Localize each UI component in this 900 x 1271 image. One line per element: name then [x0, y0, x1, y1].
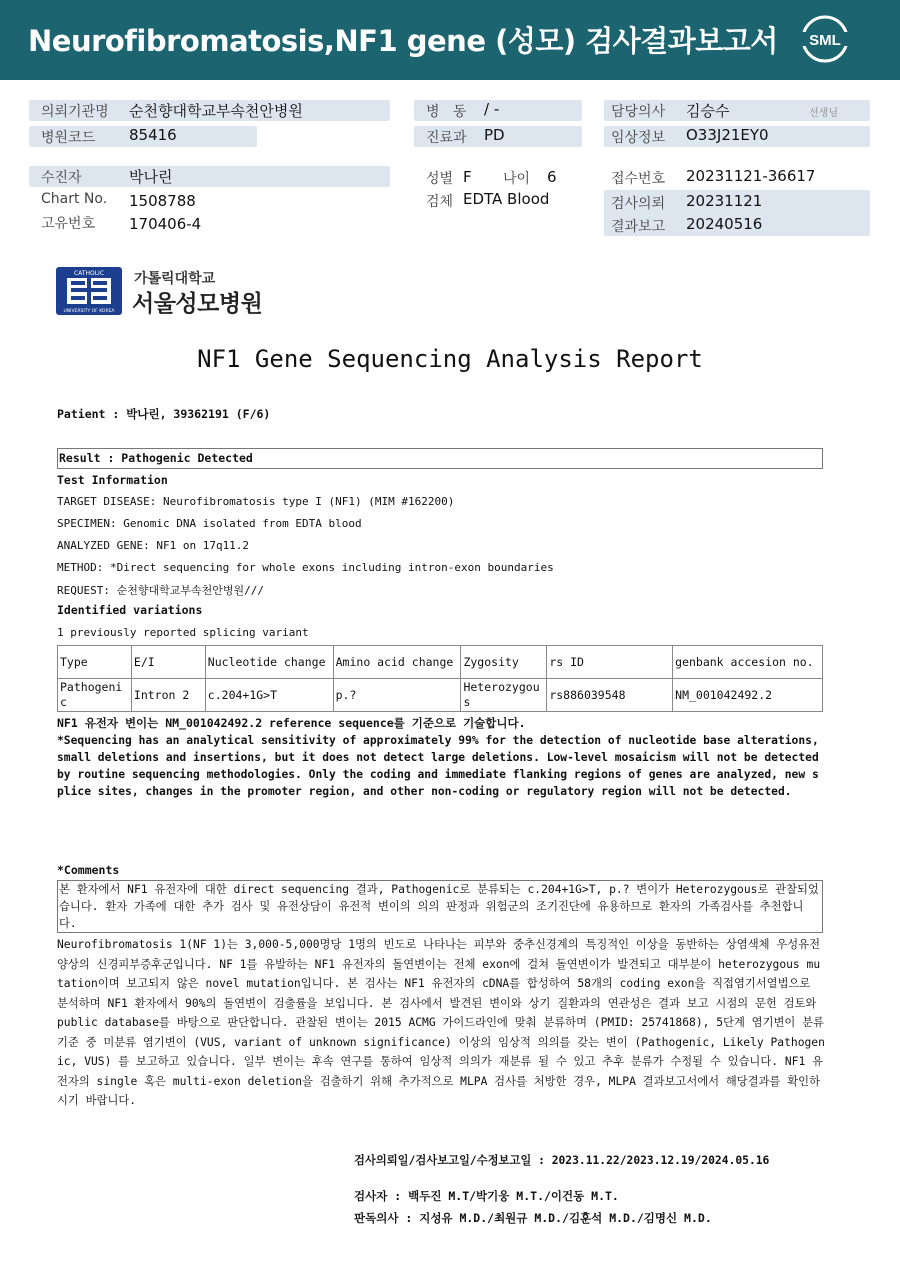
hospital-emblem-icon [55, 266, 123, 316]
doctors-line: 판독의사 : 지성유 M.D./최원규 M.D./김훈석 M.D./김명신 M.D. [354, 1211, 712, 1225]
request-line: REQUEST: 순천향대학교부속천안병원/// [57, 584, 264, 597]
emblem-line1: CATHOLIC [73, 270, 105, 277]
table-cell: rs886039548 [547, 679, 673, 712]
table-header-cell: rs ID [547, 646, 673, 679]
table-cell: Intron 2 [131, 679, 205, 712]
analyzed-gene: ANALYZED GENE: NF1 on 17q11.2 [57, 539, 250, 552]
table-cell: p.? [333, 679, 461, 712]
patient-line: Patient : 박나린, 39362191 (F/6) [57, 407, 271, 421]
specimen-label: 검체 [426, 194, 454, 210]
target-disease: TARGET DISEASE: Neurofibromatosis type I (NF1) (MIM #162200) [57, 495, 455, 508]
table-cell: NM_001042492.2 [673, 679, 823, 712]
chart-no-value: 1508788 [129, 192, 196, 210]
sex-label: 성별 [426, 171, 454, 187]
result-date-value: 20240516 [686, 215, 763, 233]
reference-note: NF1 유전자 변이는 NM_001042492.2 reference sequence를 기준으로 기술합니다. [57, 716, 526, 730]
sensitivity-note: *Sequencing has an analytical sensitivity of approximately 99% for the detection of nucleotide base alterations, small deletions and insertions, but it does not detect large deletions. Low-level mosaicism will not be detected by routine sequencing methodologies. Only the coding and immediate flanking regions of genes are analyzed, new splice sites, changes in the promoter region, and other non-coding or regulatory region will not be detected. [57, 734, 819, 798]
variant-table [57, 645, 823, 712]
test-info-heading: Test Information [57, 473, 168, 487]
chart-no-label: Chart No. [41, 191, 108, 207]
comments-heading: *Comments [57, 863, 120, 877]
patient-value: 박나린 [129, 168, 173, 186]
doctor-suffix: 선생님 [809, 108, 838, 119]
sex-value: F [463, 168, 472, 186]
hospital-univ: 가톨릭대학교 [134, 271, 216, 287]
table-header-cell: genbank accesion no. [673, 646, 823, 679]
ward-value: / - [484, 100, 500, 118]
request-date-value: 20231121 [686, 192, 763, 210]
clinical-value: O33J21EY0 [686, 126, 769, 144]
patient-bar [29, 166, 390, 187]
unique-no-label: 고유번호 [41, 216, 96, 232]
variant-summary: 1 previously reported splicing variant [57, 626, 309, 639]
table-cell: Pathogenic [58, 679, 132, 712]
clinical-label: 임상정보 [611, 130, 666, 146]
table-header-cell: Zygosity [461, 646, 547, 679]
table-row [58, 679, 823, 712]
dept-value: PD [484, 126, 505, 144]
method-line: METHOD: *Direct sequencing for whole exons including intron-exon boundaries [57, 561, 554, 574]
hospital-code-label: 병원코드 [41, 130, 96, 146]
table-header-cell: Nucleotide change [205, 646, 333, 679]
patient-label: 수진자 [41, 170, 82, 186]
report-banner-title: Neurofibromatosis,NF1 gene (성모) 검사결과보고서 [28, 24, 778, 58]
table-header-cell: Type [58, 646, 132, 679]
specimen-value: EDTA Blood [463, 190, 550, 208]
emblem-line2: UNIVERSITY OF KOREA [63, 309, 115, 314]
ward-label: 병 동 [426, 104, 467, 120]
report-dates: 검사의뢰일/검사보고일/수정보고일 : 2023.11.22/2023.12.19/2024.05.16 [354, 1154, 770, 1167]
table-header-cell: Amino acid change [333, 646, 461, 679]
comments-boxed-text: 본 환자에서 NF1 유전자에 대한 direct sequencing 결과, Pathogenic로 분류되는 c.204+1G>T, p.? 변이가 Heterozygous로 관찰되었습니다. 환자 가족에 대한 추가 검사 및 유전상담이 유전적 변이의 의의 판정과 위험군의 조기진단에 유용하므로 환자의 가족검사를 추천합니다. [59, 883, 819, 930]
testers-line: 검사자 : 백두진 M.T/박기웅 M.T./이건동 M.T. [354, 1189, 619, 1203]
dept-label: 진료과 [426, 130, 467, 146]
request-date-label: 검사의뢰 [611, 196, 666, 212]
receipt-value: 20231121-36617 [686, 167, 816, 185]
table-cell: c.204+1G>T [205, 679, 333, 712]
hospital-name: 서울성모병원 [132, 291, 263, 317]
institution-label: 의뢰기관명 [41, 104, 109, 120]
specimen-line: SPECIMEN: Genomic DNA isolated from EDTA blood [57, 517, 362, 530]
hospital-code-value: 85416 [129, 126, 177, 144]
table-header-cell: E/I [131, 646, 205, 679]
report-title: NF1 Gene Sequencing Analysis Report [197, 345, 703, 373]
sml-logo-icon [800, 14, 850, 64]
identified-heading: Identified variations [57, 603, 203, 617]
age-value: 6 [547, 168, 557, 186]
receipt-label: 접수번호 [611, 171, 666, 187]
variant-table-header-row [58, 646, 823, 679]
doctor-label: 담당의사 [611, 104, 666, 120]
result-line: Result : Pathogenic Detected [59, 451, 253, 465]
result-date-label: 결과보고 [611, 219, 666, 235]
sml-logo-text: SML [809, 32, 841, 49]
unique-no-value: 170406-4 [129, 215, 202, 233]
institution-value: 순천향대학교부속천안병원 [129, 102, 303, 120]
doctor-value: 김승수 [686, 102, 730, 120]
table-cell: Heterozygous [461, 679, 547, 712]
age-label: 나이 [503, 171, 531, 187]
comments-body-text: Neurofibromatosis 1(NF 1)는 3,000-5,000명당 1명의 빈도로 나타나는 피부와 중추신경계의 특징적인 이상을 동반하는 상염색체 우성유전 양상의 신경피부증후군입니다. NF 1를 유발하는 NF1 유전자의 돌연변이는 전체 exon에 걸쳐 돌연변이가 발견되고 대부분이 heterozygous mutation이며 보고되지 않은 novel mutation입니다. 본 검사는 NF1 유전자의 cDNA를 합성하여 58개의 coding exon을 직접염기서열법으로 분석하며 NF1 환자에서 90%의 돌연변이 검출률을 보입니다. 본 검사에서 발견된 변이와 상기 질환과의 연관성은 결과 보고 시점의 문헌 검토와 public database를 바탕으로 판단합니다. 관찰된 변이는 2015 ACMG 가이드라인에 맞춰 분류하며 (PMID: 25741868), 5단계 염기변이 분류 기준 중 미분류 염기변이 (VUS, variant of unknown significance) 이상의 임상적 의의를 갖는 변이 (Pathogenic, Likely Pathogenic, VUS) 를 보고하고 있습니다. 일부 변이는 후속 연구를 통하여 임상적 의의가 재분류 될 수 있고 추후 분류가 수정될 수 있습니다. NF1 유전자의 single 혹은 multi-exon deletion을 검출하기 위해 추가적으로 MLPA 검사를 처방한 경우, MLPA 결과보고서에서 해당결과를 확인하시기 바랍니다. [57, 938, 825, 1107]
